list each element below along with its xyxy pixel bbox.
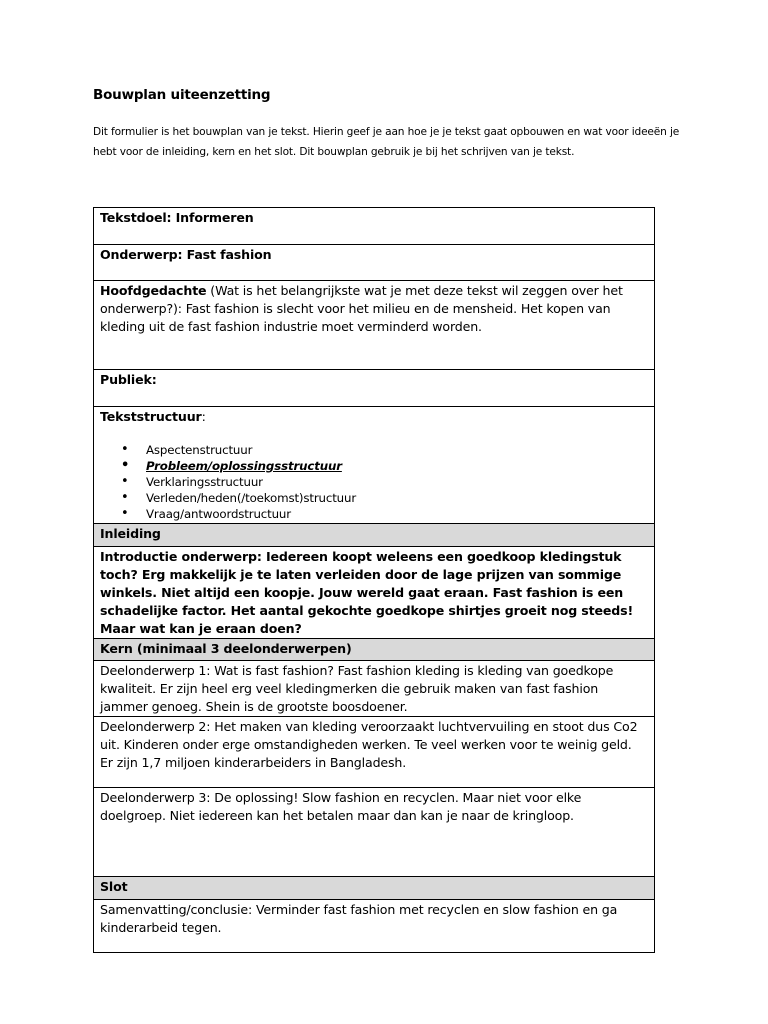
- row-tekststructuur: [94, 407, 655, 524]
- onderwerp-cell: Onderwerp: Fast fashion: [94, 245, 655, 281]
- kern-header: Kern (minimaal 3 deelonderwerpen): [94, 639, 655, 661]
- deelonderwerp-3: Deelonderwerp 3: De oplossing! Slow fashion en recyclen. Maar niet voor elke doelgroep. Niet iedereen kan het betalen maar dan kan je naar de kringloop.: [94, 788, 655, 877]
- slot-text: Samenvatting/conclusie: Verminder fast fashion met recyclen en slow fashion en ga kinderarbeid tegen.: [94, 900, 655, 953]
- slot-header: Slot: [94, 877, 655, 900]
- row-hoofdgedachte: [94, 281, 655, 370]
- inleiding-text: Introductie onderwerp: Iedereen koopt weleens een goedkoop kledingstuk toch? Erg makkelijk je te laten verleiden door de lage prijzen van sommige winkels. Niet altijd een koopje. Jouw wereld gaat eraan. Fast fashion is een schadelijke factor. Het aantal gekochte goedkope shirtjes groeit nog steeds! Maar wat kan je eraan doen?: [94, 547, 655, 639]
- row-deelonderwerp-2: [94, 717, 655, 788]
- inleiding-header: Inleiding: [94, 524, 655, 547]
- document-title: Bouwplan uiteenzetting: [93, 87, 271, 103]
- tekststructuur-label: Tekststructuur: [100, 409, 202, 424]
- tekstdoel-cell: Tekstdoel: Informeren: [94, 208, 655, 245]
- row-publiek: [94, 370, 655, 407]
- row-inleiding: [94, 547, 655, 639]
- row-deelonderwerp-3: [94, 788, 655, 877]
- row-slot-header: [94, 877, 655, 900]
- structure-list: [100, 442, 648, 522]
- structure-option: • Verklaringsstructuur: [100, 474, 648, 490]
- deelonderwerp-2: Deelonderwerp 2: Het maken van kleding veroorzaakt luchtvervuiling en stoot dus Co2 uit. Kinderen onder erge omstandigheden werken. Te veel werken voor te weinig geld. Er zijn 1,7 miljoen kinderarbeiders in Bangladesh.: [94, 717, 655, 788]
- hoofdgedachte-cell: [94, 281, 655, 370]
- structure-option-selected: • Probleem/oplossingsstructuur: [100, 458, 648, 474]
- hoofdgedachte-label: Hoofdgedachte: [100, 283, 207, 298]
- row-deelonderwerp-1: [94, 661, 655, 717]
- bouwplan-table: [93, 207, 655, 953]
- row-slot: [94, 900, 655, 953]
- structure-option: • Vraag/antwoordstructuur: [100, 506, 648, 522]
- row-onderwerp: [94, 245, 655, 281]
- row-inleiding-header: [94, 524, 655, 547]
- structure-option: • Aspectenstructuur: [100, 442, 648, 458]
- structure-option: • Verleden/heden(/toekomst)structuur: [100, 490, 648, 506]
- row-kern-header: [94, 639, 655, 661]
- deelonderwerp-1: Deelonderwerp 1: Wat is fast fashion? Fast fashion kleding is kleding van goedkope kwaliteit. Er zijn heel erg veel kledingmerken die gebruik maken van fast fashion jammer genoeg. Shein is de grootste boosdoener.: [94, 661, 655, 717]
- tekststructuur-colon: :: [201, 409, 206, 424]
- publiek-cell: Publiek:: [94, 370, 655, 407]
- intro-paragraph: Dit formulier is het bouwplan van je tekst. Hierin geef je aan hoe je je tekst gaat opbouwen en wat voor ideeën je hebt voor de inleiding, kern en het slot. Dit bouwplan gebruik je bij het schrijven van je tekst.: [93, 126, 680, 158]
- hoofdgedachte-text: (Wat is het belangrijkste wat je met deze tekst wil zeggen over het onderwerp?): Fast fashion is slecht voor het milieu en de mensheid. Het kopen van kleding uit de fast fashion industrie moet verminderd worden.: [100, 283, 623, 334]
- tekststructuur-cell: [94, 407, 655, 524]
- row-tekstdoel: [94, 208, 655, 245]
